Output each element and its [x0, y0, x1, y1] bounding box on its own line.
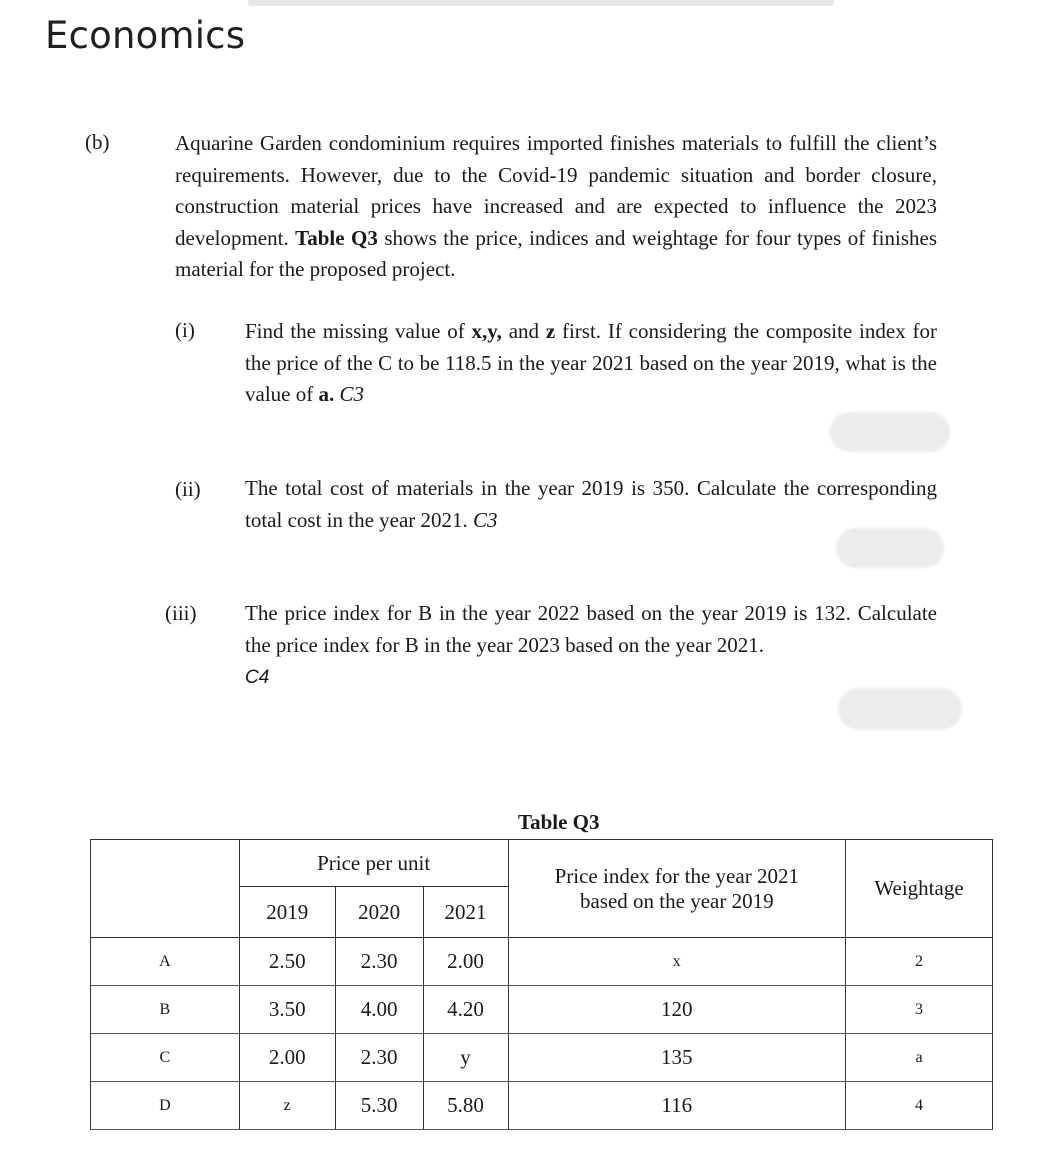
q1-bold-xy: x,y,	[471, 319, 502, 343]
intro-table-ref: Table Q3	[295, 225, 378, 250]
price-index-header-line2: based on the year 2019	[579, 888, 774, 913]
price-index-header	[508, 840, 846, 938]
q1-part-3: first. If considering the composite index for the price of the C to be 118.5 in the year 2021 based on the year 2019, what is the value of	[245, 319, 937, 406]
question-1-text	[245, 316, 937, 411]
question-1-number: (i)	[175, 318, 195, 342]
price-2021: 5.80	[423, 1082, 508, 1130]
part-label: (b)	[85, 130, 110, 154]
question-2-number: (ii)	[175, 477, 201, 501]
material-label: C	[91, 1034, 240, 1082]
material-label: A	[91, 938, 240, 986]
price-index: 120	[508, 986, 846, 1034]
price-2019: 2.50	[239, 938, 335, 986]
q1-bold-a: a.	[318, 382, 335, 406]
price-2019: 3.50	[239, 986, 335, 1034]
q3-body: The price index for B in the year 2022 based on the year 2019 is 132. Calculate the price index for B in the year 2023 based on the year 2021.	[245, 601, 937, 657]
table-title: Table Q3	[518, 810, 600, 834]
page-title: Economics	[45, 14, 246, 57]
price-2020: 5.30	[335, 1082, 423, 1130]
price-2021: y	[423, 1034, 508, 1082]
price-index: 135	[508, 1034, 846, 1082]
intro-text-before: Aquarine Garden condominium requires imported finishes materials to fulfill the client’s requirements. However, due to the Covid-19 pandemic situation and border closure, construction material prices have increased and are expected to influence the 2023 development.	[175, 131, 937, 250]
top-scroll-bar	[248, 0, 834, 6]
q3-mark: C4	[245, 667, 270, 688]
price-index-header-line1: Price index for the year 2021	[554, 863, 799, 888]
price-index: 116	[508, 1082, 846, 1130]
price-table	[90, 839, 993, 1130]
weightage-header: Weightage	[846, 840, 993, 938]
q1-part-2: and	[501, 319, 546, 343]
question-3-text	[245, 598, 937, 694]
material-label: B	[91, 986, 240, 1034]
price-index: x	[508, 938, 846, 986]
header-empty-cell	[91, 840, 240, 938]
question-3-number: (iii)	[165, 601, 197, 625]
price-2021: 2.00	[423, 938, 508, 986]
intro-text-after: shows the price, indices and weightage for four types of finishes material for the proposed project.	[175, 225, 938, 281]
q2-mark: C3	[473, 507, 498, 532]
price-2021: 4.20	[423, 986, 508, 1034]
price-2019: z	[239, 1082, 335, 1130]
table-row	[91, 1034, 993, 1082]
redaction-smudge	[836, 528, 944, 568]
q2-body: The total cost of materials in the year 2019 is 350. Calculate the corresponding total cost in the year 2021.	[245, 476, 937, 532]
price-per-unit-header: Price per unit	[239, 840, 508, 887]
weightage: 3	[846, 986, 993, 1034]
table-row	[91, 986, 993, 1034]
material-label: D	[91, 1082, 240, 1130]
price-2020: 2.30	[335, 938, 423, 986]
q1-part-1: Find the missing value of	[245, 319, 472, 343]
redaction-smudge	[838, 688, 962, 730]
year-header-2021: 2021	[423, 887, 508, 938]
table-row	[91, 1082, 993, 1130]
price-2020: 2.30	[335, 1034, 423, 1082]
year-header-2019: 2019	[239, 887, 335, 938]
q1-mark: C3	[339, 382, 364, 406]
q1-bold-z: z	[545, 319, 556, 343]
intro-paragraph	[175, 128, 937, 286]
weightage: 4	[846, 1082, 993, 1130]
weightage: 2	[846, 938, 993, 986]
price-2019: 2.00	[239, 1034, 335, 1082]
year-header-2020: 2020	[335, 887, 423, 938]
redaction-smudge	[830, 412, 950, 452]
table-row	[91, 938, 993, 986]
price-2020: 4.00	[335, 986, 423, 1034]
weightage: a	[846, 1034, 993, 1082]
question-2-text	[245, 473, 937, 536]
